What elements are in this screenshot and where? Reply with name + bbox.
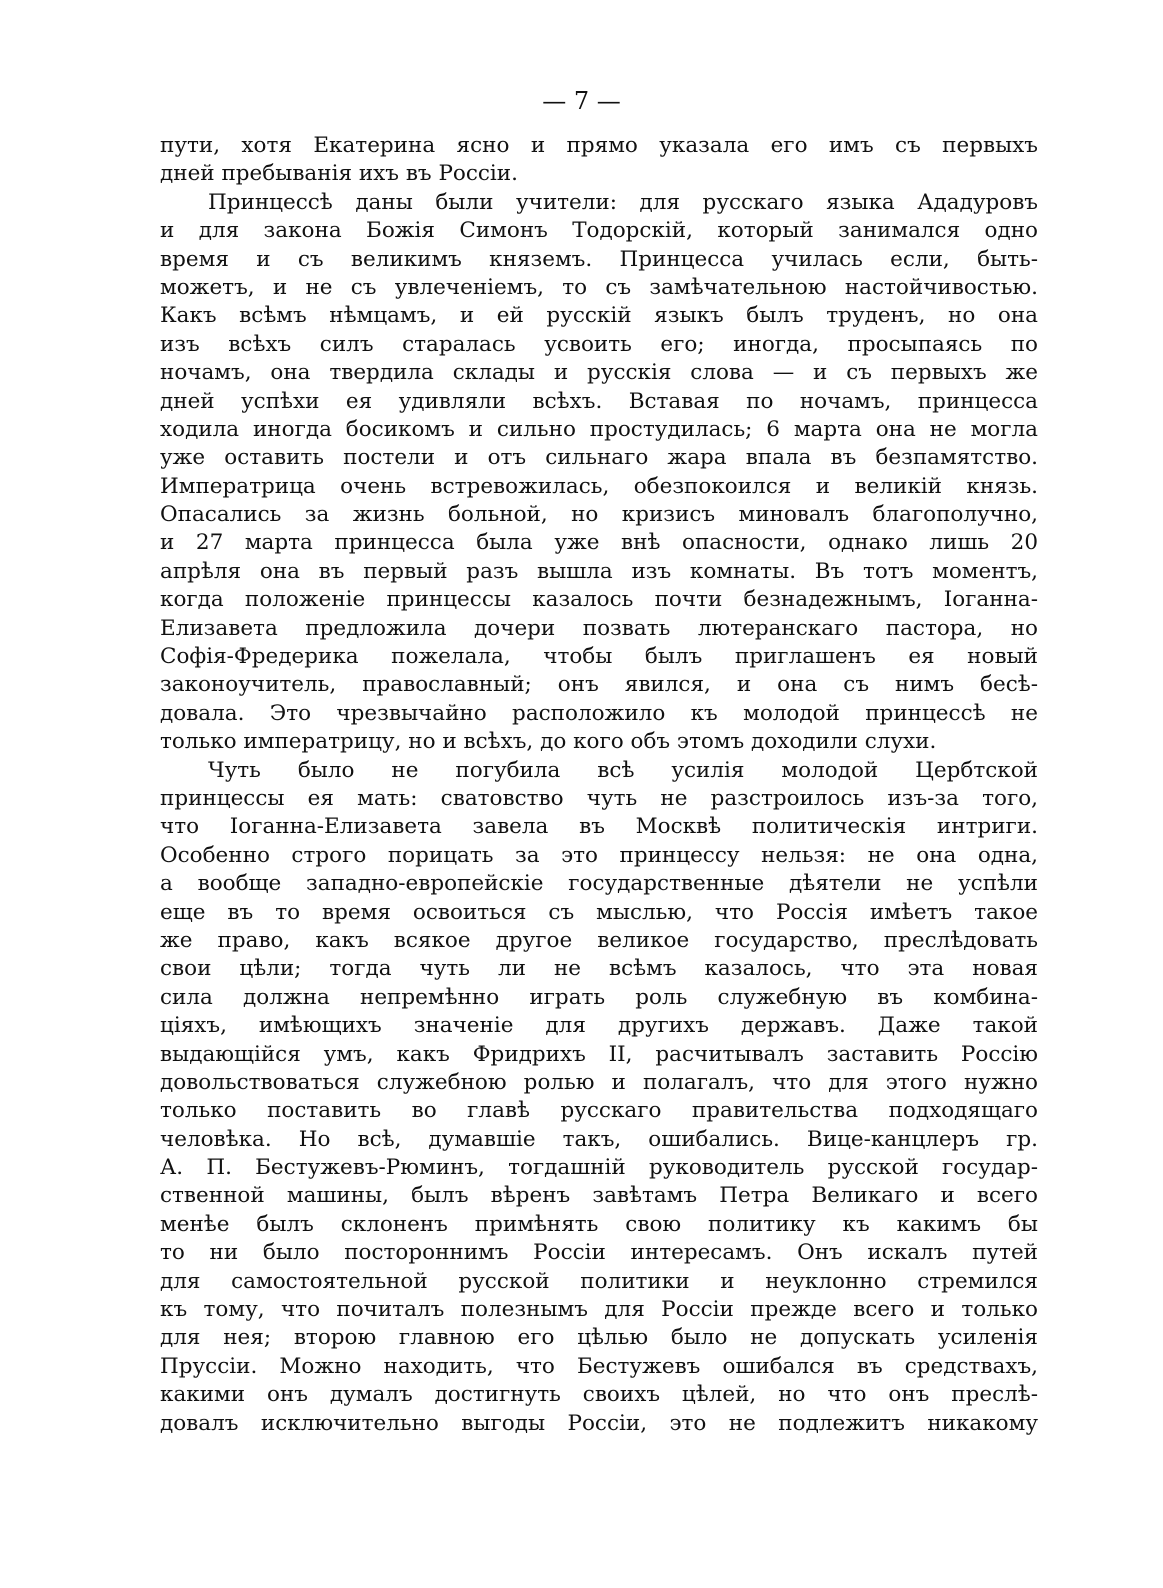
text-line: для самостоятельной русской политики и неуклонно стремился (160, 1268, 1038, 1294)
text-line: изъ всѣхъ силъ старалась усвоить его; иногда, просыпаясь по (160, 331, 1038, 357)
page-number: — 7 — (542, 87, 621, 115)
text-line: довольствоваться служебною ролью и полагалъ, что для этого нужно (160, 1069, 1038, 1095)
text-line: Софія-Фредерика пожелала, чтобы былъ приглашенъ ея новый (160, 644, 1038, 670)
text-line: довала. Это чрезвычайно расположило къ молодой принцессѣ не (160, 700, 1038, 726)
text-line: ночамъ, она твердила склады и русскія слова — и съ первыхъ же (160, 360, 1038, 386)
text-line: принцессы ея мать: сватовство чуть не разстроилось изъ-за того, (160, 785, 1038, 811)
text-line: можетъ, и не съ увлеченіемъ, то съ замѣчательною настойчивостью. (160, 274, 1038, 300)
text-line: человѣка. Но всѣ, думавшіе такъ, ошибались. Вице-канцлеръ гр. (160, 1126, 1038, 1152)
text-line: время и съ великимъ княземъ. Принцесса училась если, быть- (160, 246, 1038, 272)
text-line: апрѣля она въ первый разъ вышла изъ комнаты. Въ тотъ моментъ, (160, 558, 1038, 584)
text-line: А. П. Бестужевъ-Рюминъ, тогдашній руководитель русской государ- (160, 1155, 1038, 1181)
text-line: а вообще западно-европейскіе государственные дѣятели не успѣли (160, 871, 1038, 897)
text-line: Опасались за жизнь больной, но кризисъ миновалъ благополучно, (160, 502, 1038, 528)
text-line: уже оставить постели и отъ сильнаго жара впала въ безпамятство. (160, 445, 1038, 471)
text-line: и 27 марта принцесса была уже внѣ опасности, однако лишь 20 (160, 530, 1038, 556)
text-line: менѣе былъ склоненъ примѣнять свою политику къ какимъ бы (160, 1211, 1038, 1237)
text-line: дней пребыванія ихъ въ Россіи. (160, 161, 518, 187)
body-text (160, 132, 1038, 1438)
paragraph-first-line: Принцессѣ даны были учители: для русскаго языка Ададуровъ (208, 189, 1038, 215)
text-line: что Іоганна-Елизавета завела въ Москвѣ политическія интриги. (160, 814, 1038, 840)
text-line: для нея; второю главною его цѣлью было не допускать усиленія (160, 1325, 1038, 1351)
text-line: Императрица очень встревожилась, обезпокоился и великій князь. (160, 473, 1038, 499)
text-line: когда положеніе принцессы казалось почти безнадежнымъ, Іоганна- (160, 587, 1038, 613)
text-line: Особенно строго порицать за это принцессу нельзя: не она одна, (160, 842, 1038, 868)
text-line: Пруссіи. Можно находить, что Бестужевъ ошибался въ средствахъ, (160, 1353, 1038, 1379)
text-line: дней успѣхи ея удивляли всѣхъ. Вставая по ночамъ, принцесса (160, 388, 1038, 414)
text-line: только поставить во главѣ русскаго правительства подходящаго (160, 1098, 1038, 1124)
text-line: свои цѣли; тогда чуть ли не всѣмъ казалось, что эта новая (160, 956, 1038, 982)
text-line: Елизавета предложила дочери позвать лютеранскаго пастора, но (160, 615, 1038, 641)
text-line: Какъ всѣмъ нѣмцамъ, и ей русскій языкъ былъ труденъ, но она (160, 303, 1038, 329)
text-line: еще въ то время освоиться съ мыслью, что Россія имѣетъ такое (160, 899, 1038, 925)
text-line: ціяхъ, имѣющихъ значеніе для другихъ державъ. Даже такой (160, 1013, 1038, 1039)
text-line: только императрицу, но и всѣхъ, до кого объ этомъ доходили слухи. (160, 729, 937, 755)
text-line: довалъ исключительно выгоды Россіи, это не подлежитъ никакому (160, 1410, 1038, 1436)
text-line: какими онъ думалъ достигнуть своихъ цѣлей, но что онъ преслѣ- (160, 1382, 1038, 1408)
text-line: сила должна непремѣнно играть роль служебную въ комбина- (160, 984, 1038, 1010)
text-line: къ тому, что почиталъ полезнымъ для Россіи прежде всего и только (160, 1297, 1038, 1323)
text-line: же право, какъ всякое другое великое государство, преслѣдовать (160, 927, 1038, 953)
text-line: пути, хотя Екатерина ясно и прямо указала его имъ съ первыхъ (160, 133, 1038, 158)
text-line: выдающійся умъ, какъ Фридрихъ II, расчитывалъ заставить Россію (160, 1041, 1038, 1067)
text-line: законоучитель, православный; онъ явился, и она съ нимъ бесѣ- (160, 672, 1038, 698)
text-line: ственной машины, былъ вѣренъ завѣтамъ Петра Великаго и всего (160, 1183, 1038, 1209)
text-line: то ни было постороннимъ Россіи интересамъ. Онъ искалъ путей (160, 1240, 1038, 1266)
text-line: и для закона Божія Симонъ Тодорскій, который занимался одно (160, 218, 1038, 244)
paragraph-first-line: Чуть было не погубила всѣ усилія молодой Цербтской (208, 757, 1038, 783)
text-line: ходила иногда босикомъ и сильно простудилась; 6 марта она не могла (160, 416, 1038, 442)
